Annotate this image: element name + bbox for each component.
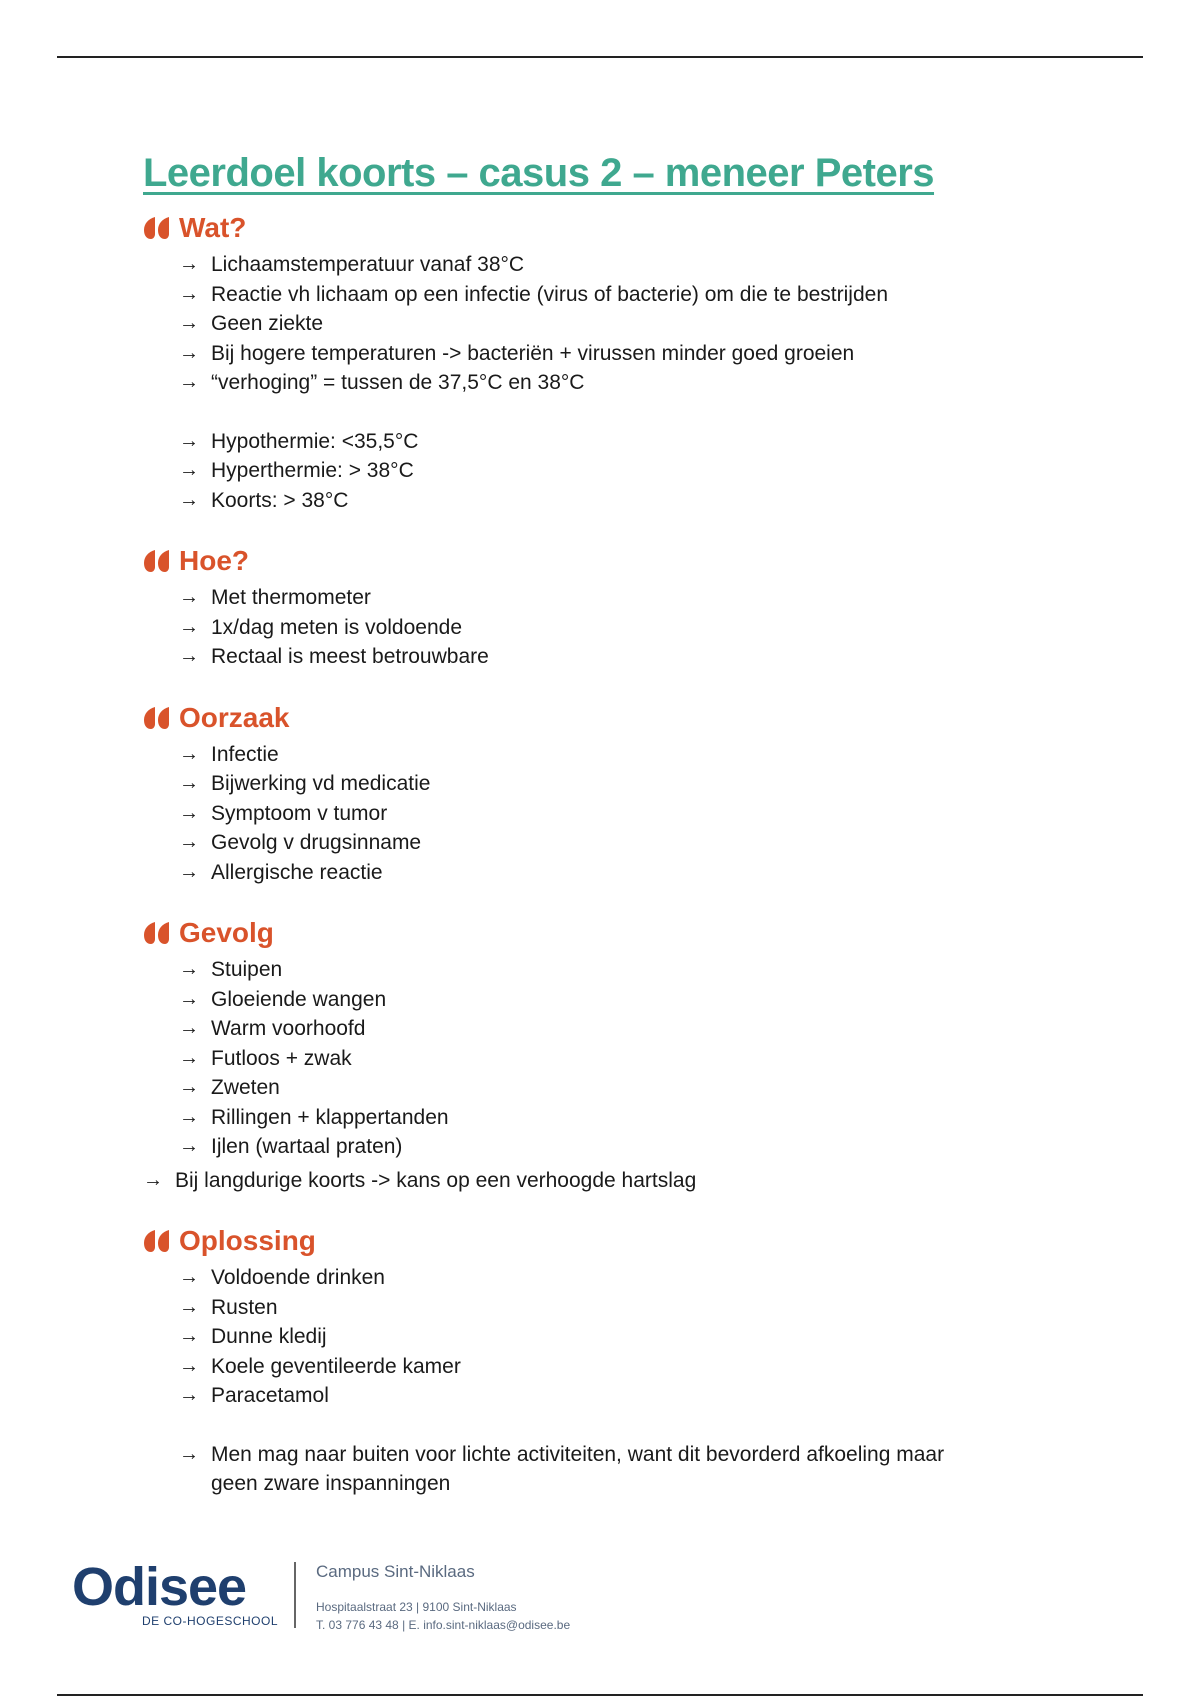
spacer: [143, 398, 1093, 427]
arrow-right-icon: →: [179, 1295, 199, 1318]
list-item: → Men mag naar buiten voor lichte activiteiten, want dit bevorderd afkoeling maar geen zware inspanningen: [143, 1440, 1093, 1499]
arrow-right-icon: →: [179, 341, 199, 364]
arrow-right-icon: →: [179, 459, 199, 481]
list-item: → Zweten: [143, 1073, 1093, 1103]
list-item-note: → Bij langdurige koorts -> kans op een verhoogde hartslag: [143, 1166, 1093, 1196]
campus-name: Campus Sint-Niklaas: [316, 1562, 475, 1581]
address-line: Hospitaalstraat 23 | 9100 Sint-Niklaas: [316, 1600, 517, 1614]
arrow-right-icon: →: [179, 371, 199, 393]
arrow-right-icon: →: [179, 1266, 199, 1288]
arrow-right-icon: →: [179, 742, 199, 765]
list-item: → Hypothermie: <35,5°C: [143, 427, 1093, 457]
list-item: → Voldoende drinken: [143, 1263, 1093, 1293]
section-title: Gevolg: [179, 917, 274, 948]
top-rule: [57, 56, 1143, 58]
arrow-right-icon: →: [179, 1135, 199, 1157]
bottom-rule: [57, 1694, 1143, 1696]
arrow-right-icon: →: [179, 586, 199, 608]
bullet-list: [143, 740, 1093, 888]
arrow-right-icon: →: [179, 1046, 199, 1069]
arrow-right-icon: →: [179, 1384, 199, 1406]
list-item: → Met thermometer: [143, 583, 1093, 613]
arrow-right-icon: →: [179, 312, 199, 334]
arrow-right-icon: →: [179, 860, 199, 883]
quote-icon: [143, 1228, 171, 1254]
list-item: → Rectaal is meest betrouwbare: [143, 642, 1093, 672]
list-item: → Gevolg v drugsinname: [143, 828, 1093, 858]
section-title: Wat?: [179, 212, 247, 243]
list-item: → Rusten: [143, 1293, 1093, 1323]
odisee-logo: [72, 1558, 278, 1628]
arrow-right-icon: →: [179, 645, 199, 667]
arrow-right-icon: →: [179, 1442, 199, 1465]
logo-subtitle: DE CO-HOGESCHOOL: [141, 1614, 278, 1628]
list-item: → 1x/dag meten is voldoende: [143, 613, 1093, 643]
bullet-list: [143, 1263, 1093, 1499]
list-item: → Symptoom v tumor: [143, 799, 1093, 829]
section-heading: [143, 208, 1093, 248]
spacer: [143, 1411, 1093, 1440]
list-item: → Bij hogere temperaturen -> bacteriën + virussen minder goed groeien: [143, 339, 1093, 369]
contact-line: T. 03 776 43 48 | E. info.sint-niklaas@odisee.be: [316, 1618, 571, 1632]
arrow-right-icon: →: [179, 615, 199, 638]
arrow-right-icon: →: [179, 1017, 199, 1039]
campus-address: [316, 1598, 570, 1634]
arrow-right-icon: →: [179, 801, 199, 824]
list-item: → Rillingen + klappertanden: [143, 1103, 1093, 1133]
list-item: → Futloos + zwak: [143, 1044, 1093, 1074]
section-heading: [143, 913, 1093, 953]
list-item: → Gloeiende wangen: [143, 985, 1093, 1015]
footer-divider: [294, 1562, 296, 1628]
arrow-right-icon: →: [179, 488, 199, 511]
arrow-right-icon: →: [179, 282, 199, 305]
list-item: → Lichaamstemperatuur vanaf 38°C: [143, 250, 1093, 280]
section-heading: [143, 541, 1093, 581]
quote-icon: [143, 215, 171, 241]
list-item: → Paracetamol: [143, 1381, 1093, 1411]
list-item: → Reactie vh lichaam op een infectie (virus of bacterie) om die te bestrijden: [143, 280, 1093, 310]
arrow-right-icon: →: [179, 1105, 199, 1128]
section-wat: [143, 208, 1093, 515]
section-oorzaak: [143, 698, 1093, 888]
logo-wordmark: Odisee: [72, 1557, 247, 1617]
list-item: → Geen ziekte: [143, 309, 1093, 339]
list-item: → Infectie: [143, 740, 1093, 770]
quote-icon: [143, 705, 171, 731]
list-item: → Stuipen: [143, 955, 1093, 985]
arrow-right-icon: →: [179, 1325, 199, 1347]
section-title: Oplossing: [179, 1225, 316, 1256]
list-item: → Koele geventileerde kamer: [143, 1352, 1093, 1382]
document-body: [143, 148, 1093, 1499]
bullet-list: [143, 250, 1093, 515]
list-item: → Warm voorhoofd: [143, 1014, 1093, 1044]
section-heading: [143, 1221, 1093, 1261]
arrow-right-icon: →: [143, 1168, 163, 1191]
arrow-right-icon: →: [179, 1076, 199, 1098]
section-gevolg: [143, 913, 1093, 1195]
quote-icon: [143, 548, 171, 574]
arrow-right-icon: →: [179, 958, 199, 980]
section-title: Oorzaak: [179, 701, 290, 733]
quote-icon: [143, 920, 171, 946]
arrow-right-icon: →: [179, 1354, 199, 1377]
bullet-list: [143, 955, 1093, 1195]
section-title: Hoe?: [179, 545, 249, 576]
list-item: → “verhoging” = tussen de 37,5°C en 38°C: [143, 368, 1093, 398]
list-item: → Dunne kledij: [143, 1322, 1093, 1352]
list-item: → Koorts: > 38°C: [143, 486, 1093, 516]
bullet-list: [143, 583, 1093, 672]
arrow-right-icon: →: [179, 253, 199, 275]
page-title: Leerdoel koorts – casus 2 – meneer Peters: [143, 151, 935, 195]
section-heading: [143, 698, 1093, 738]
section-hoe: [143, 541, 1093, 672]
list-item: → Hyperthermie: > 38°C: [143, 456, 1093, 486]
arrow-right-icon: →: [179, 987, 199, 1010]
list-item: → Allergische reactie: [143, 858, 1093, 888]
arrow-right-icon: →: [179, 429, 199, 452]
list-item: → Ijlen (wartaal praten): [143, 1132, 1093, 1162]
arrow-right-icon: →: [179, 772, 199, 794]
list-item: → Bijwerking vd medicatie: [143, 769, 1093, 799]
arrow-right-icon: →: [179, 831, 199, 853]
section-oplossing: [143, 1221, 1093, 1499]
footer: [72, 1558, 692, 1630]
